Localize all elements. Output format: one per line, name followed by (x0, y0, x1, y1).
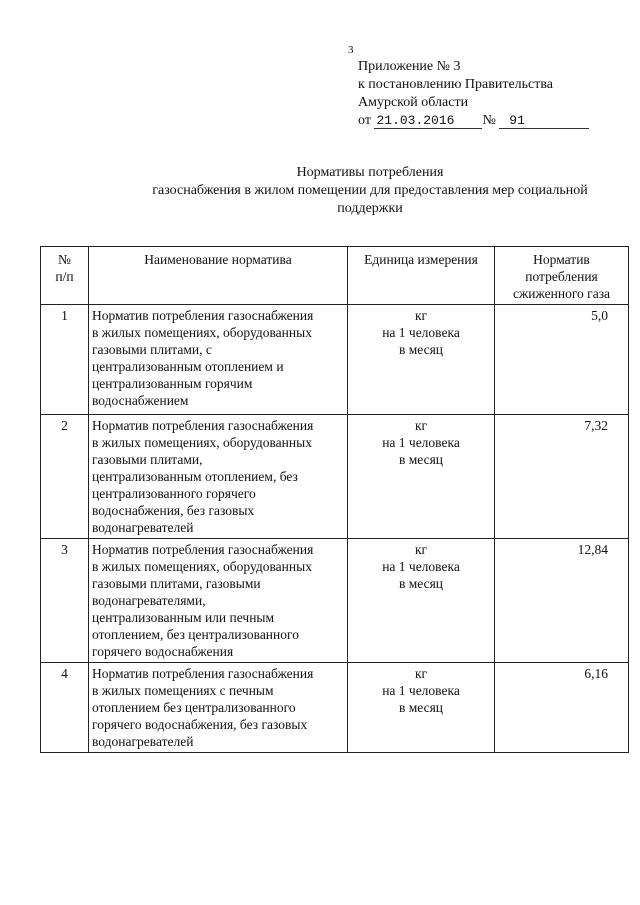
row-unit: кг на 1 человека в месяц (348, 305, 495, 415)
decree-reference: к постановлению Правительства (358, 77, 554, 92)
title-line-1: Нормативы потребления (296, 165, 444, 180)
row-name: Норматив потребления газоснабжения в жилых помещениях с печным отоплением без централизованного горячего водоснабжения, без газовых водонагревателей (89, 663, 348, 753)
header-name: Наименование норматива (89, 247, 348, 305)
row-unit: кг на 1 человека в месяц (348, 663, 495, 753)
title-line-3: поддержки (337, 201, 403, 216)
header-num: № п/п (41, 247, 89, 305)
header-unit: Единица измерения (348, 247, 495, 305)
decree-number: 91 (499, 114, 589, 129)
row-value: 7,32 (495, 415, 629, 539)
date-prefix: от (358, 113, 371, 128)
row-unit: кг на 1 человека в месяц (348, 539, 495, 663)
header-value: Норматив потребления сжиженного газа (495, 247, 629, 305)
table-row (41, 305, 629, 415)
row-unit: кг на 1 человека в месяц (348, 415, 495, 539)
row-num: 1 (41, 305, 89, 415)
appendix-label: Приложение № 3 (358, 59, 461, 74)
row-name: Норматив потребления газоснабжения в жилых помещениях, оборудованных газовыми плитами, с централизованным отоплением и централизованным горячим водоснабжением (89, 305, 348, 415)
decree-date: 21.03.2016 (374, 114, 482, 129)
table-row (41, 663, 629, 753)
date-number-line (358, 112, 589, 130)
norms-table (40, 246, 629, 753)
row-value: 5,0 (495, 305, 629, 415)
row-num: 4 (41, 663, 89, 753)
title-line-2: газоснабжения в жилом помещении для предоставления мер социальной (152, 183, 588, 198)
row-value: 6,16 (495, 663, 629, 753)
row-num: 3 (41, 539, 89, 663)
table-row (41, 539, 629, 663)
page-number: 3 (348, 44, 354, 56)
document-title (110, 164, 630, 218)
row-value: 12,84 (495, 539, 629, 663)
region-name: Амурской области (358, 95, 469, 110)
row-name: Норматив потребления газоснабжения в жилых помещениях, оборудованных газовыми плитами, централизованным отоплением, без централизованного горячего водоснабжения, без газовых водонагревателей (89, 415, 348, 539)
row-num: 2 (41, 415, 89, 539)
row-name: Норматив потребления газоснабжения в жилых помещениях, оборудованных газовыми плитами, газовыми водонагревателями, централизованным или печным отоплением, без централизованного горячего водоснабжения (89, 539, 348, 663)
table-header-row (41, 247, 629, 305)
appendix-header (358, 58, 589, 130)
number-prefix: № (482, 113, 496, 128)
table-row (41, 415, 629, 539)
